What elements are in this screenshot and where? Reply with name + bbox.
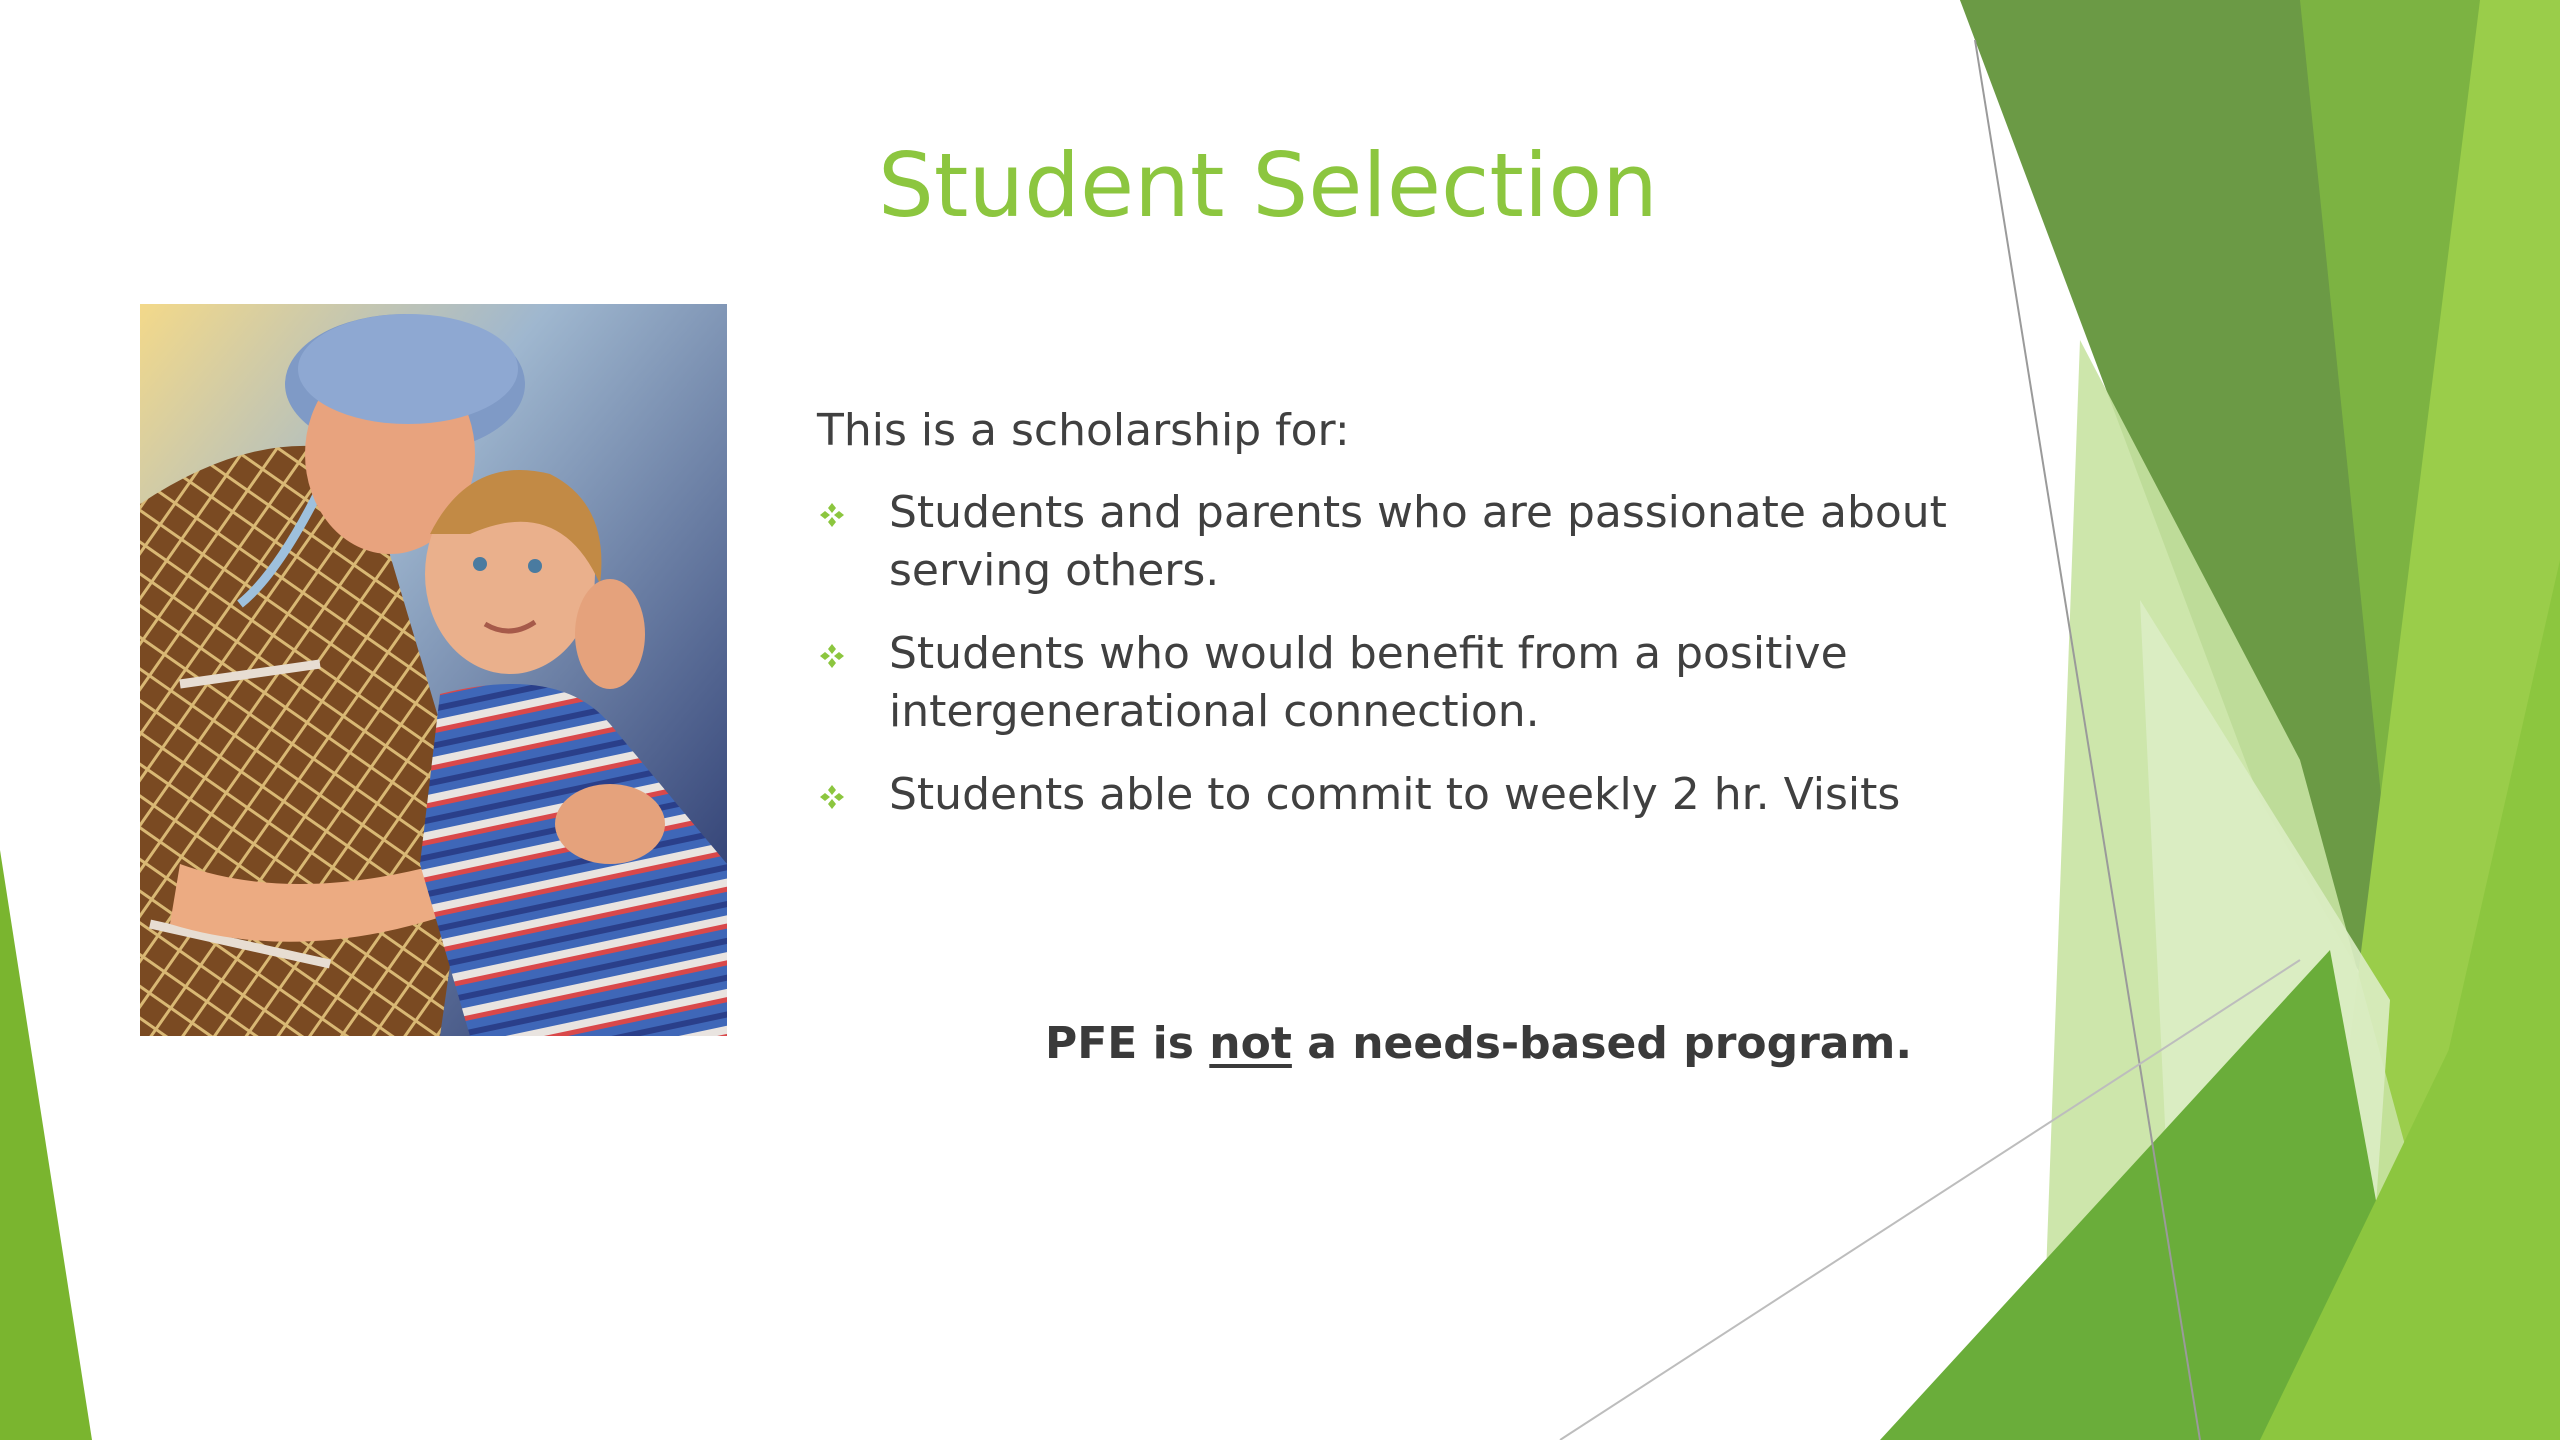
- note-before: PFE is: [1045, 1018, 1210, 1069]
- note-after: a needs-based program.: [1291, 1018, 1913, 1069]
- four-diamond-bullet-icon: [817, 782, 847, 812]
- needs-based-note: [1045, 1018, 1912, 1069]
- grandmother-hug-illustration: [140, 304, 727, 1036]
- list-item: [817, 766, 1977, 824]
- four-diamond-bullet-icon: [817, 500, 847, 530]
- bullet-text: Students who would benefit from a positive intergenerational connection.: [889, 628, 1848, 737]
- list-item: [817, 625, 1977, 741]
- slide-title: Student Selection: [878, 134, 1658, 237]
- bullet-list: [817, 484, 1977, 824]
- four-diamond-bullet-icon: [817, 641, 847, 671]
- scholarship-content: [817, 400, 1977, 849]
- bullet-text: Students able to commit to weekly 2 hr. Visits: [889, 769, 1901, 820]
- left-green-shard: [0, 850, 92, 1440]
- list-item: [817, 484, 1977, 600]
- bullet-text: Students and parents who are passionate about serving others.: [889, 487, 1947, 596]
- note-emphasis: not: [1209, 1018, 1292, 1069]
- intro-text: This is a scholarship for:: [817, 405, 1350, 456]
